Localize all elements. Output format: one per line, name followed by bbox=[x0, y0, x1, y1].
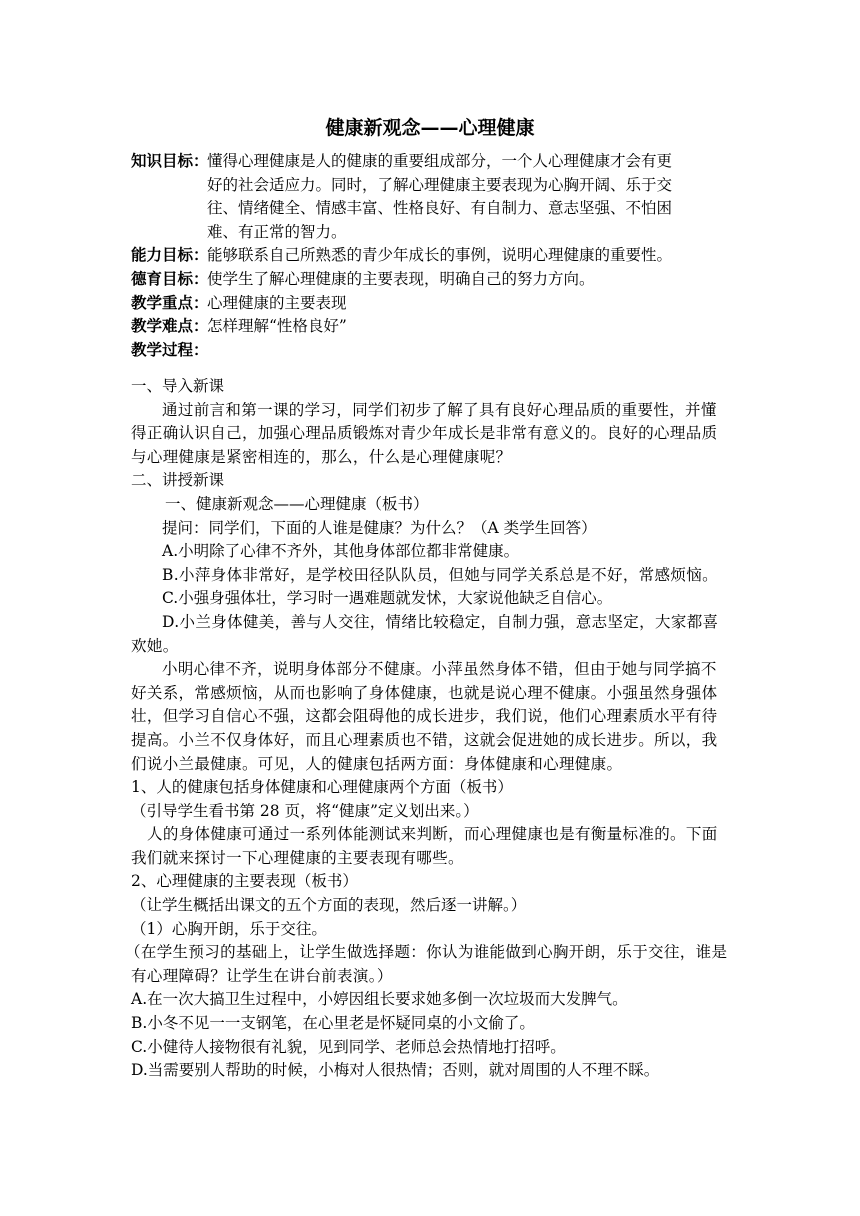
objective-text: 心理健康的主要表现 bbox=[207, 293, 347, 312]
objective-line: 往、情绪健全、情感丰富、性格良好、有自制力、意志坚强、不怕困 bbox=[207, 199, 673, 218]
choice-c: C.小健待人接物很有礼貌，见到同学、老师总会热情地打招呼。 bbox=[131, 1037, 566, 1056]
paragraph: 小明心律不齐，说明身体部分不健康。小萍虽然身体不错，但由于她与同学搞不好关系，常感烦恼，从而也影响了身体健康，也就是说心理不健康。小强虽然身强体壮，但学习自信心不强，这都会阻碍他的成长进步，我们说，他们心理素质水平有待提高。小兰不仅身体好，而且心理素质也不错，这就会促进她的成长进步。所以，我们说小兰最健康。可见，人的健康包括两方面：身体健康和心理健康。 bbox=[131, 660, 718, 773]
objective-ability bbox=[131, 244, 731, 268]
note: （引导学生看书第 28 页，将“健康”定义划出来。） bbox=[131, 801, 479, 820]
point-heading: 2、心理健康的主要表现（板书） bbox=[131, 872, 358, 891]
objective-moral bbox=[131, 268, 731, 292]
choice-b: B.小冬不见一一支钢笔，在心里老是怀疑同桌的小文偷了。 bbox=[131, 1014, 535, 1033]
objective-text: 使学生了解心理健康的主要表现，明确自己的努力方向。 bbox=[207, 269, 595, 288]
option-b: B.小萍身体非常好，是学校田径队队员，但她与同学关系总是不好，常感烦恼。 bbox=[162, 565, 718, 584]
objective-label: 教学重点： bbox=[131, 293, 209, 312]
objective-line: 懂得心理健康是人的健康的重要组成部分，一个人心理健康才会有更 bbox=[207, 152, 673, 170]
paragraph: 人的身体健康可通过一系列体能测试来判断，而心理健康也是有衡量标准的。下面我们就来探讨一下心理健康的主要表现有哪些。 bbox=[131, 825, 718, 867]
choice-a: A.在一次大搞卫生过程中，小婷因组长要求她多倒一次垃圾而大发脾气。 bbox=[131, 990, 628, 1009]
note: （让学生概括出课文的五个方面的表现，然后逐一讲解。） bbox=[131, 896, 527, 915]
objective-line: 好的社会适应力。同时，了解心理健康主要表现为心胸开阔、乐于交 bbox=[207, 175, 673, 194]
option-d: D.小兰身体健美，善与人交往，情绪比较稳定，自制力强，意志坚定，大家都喜欢她。 bbox=[131, 612, 719, 655]
objective-text: 怎样理解“性格良好” bbox=[207, 317, 347, 336]
subsection-heading: 一、健康新观念——心理健康（板书） bbox=[165, 494, 429, 513]
objectives-block bbox=[131, 150, 731, 362]
choice-d: D.当需要别人帮助的时候，小梅对人很热情；否则，就对周围的人不理不睬。 bbox=[131, 1061, 660, 1080]
objective-text bbox=[207, 150, 731, 244]
sub-point: （1）心胸开朗，乐于交往。 bbox=[131, 919, 327, 938]
teaching-process-label: 教学过程： bbox=[131, 340, 209, 359]
objective-label: 知识目标： bbox=[131, 152, 209, 170]
objective-label: 能力目标： bbox=[131, 246, 209, 265]
option-a: A.小明除了心律不齐外，其他身体部位都非常健康。 bbox=[162, 542, 520, 561]
question-prompt: 提问：同学们，下面的人谁是健康？为什么？（A 类学生回答） bbox=[162, 518, 597, 537]
objective-line: 难、有正常的智力。 bbox=[207, 222, 347, 241]
section-heading: 二、讲授新课 bbox=[131, 471, 225, 490]
teaching-focus bbox=[131, 292, 731, 316]
teaching-difficulty bbox=[131, 315, 731, 339]
section-heading: 一、导入新课 bbox=[131, 377, 225, 395]
point-heading: 1、人的健康包括身体健康和心理健康两个方面（板书） bbox=[131, 778, 513, 797]
objective-label: 德育目标： bbox=[131, 269, 209, 288]
objective-label: 教学难点： bbox=[131, 317, 209, 336]
lesson-body bbox=[125, 375, 731, 1083]
document-title: 健康新观念——心理健康 bbox=[325, 117, 535, 139]
option-c: C.小强身强体壮，学习时一遇难题就发怵，大家说他缺乏自信心。 bbox=[162, 589, 613, 608]
objective-text: 能够联系自己所熟悉的青少年成长的事例，说明心理健康的重要性。 bbox=[207, 246, 673, 265]
objective-knowledge bbox=[131, 150, 731, 244]
note: （在学生预习的基础上，让学生做选择题：你认为谁能做到心胸开朗，乐于交往，谁是有心理障碍？让学生在讲台前表演。） bbox=[125, 943, 728, 985]
paragraph: 通过前言和第一课的学习，同学们初步了解了具有良好心理品质的重要性，并懂得正确认识自己，加强心理品质锻炼对青少年成长是非常有意义的。良好的心理品质与心理健康是紧密相连的，那么，什么是心理健康呢？ bbox=[131, 400, 718, 466]
